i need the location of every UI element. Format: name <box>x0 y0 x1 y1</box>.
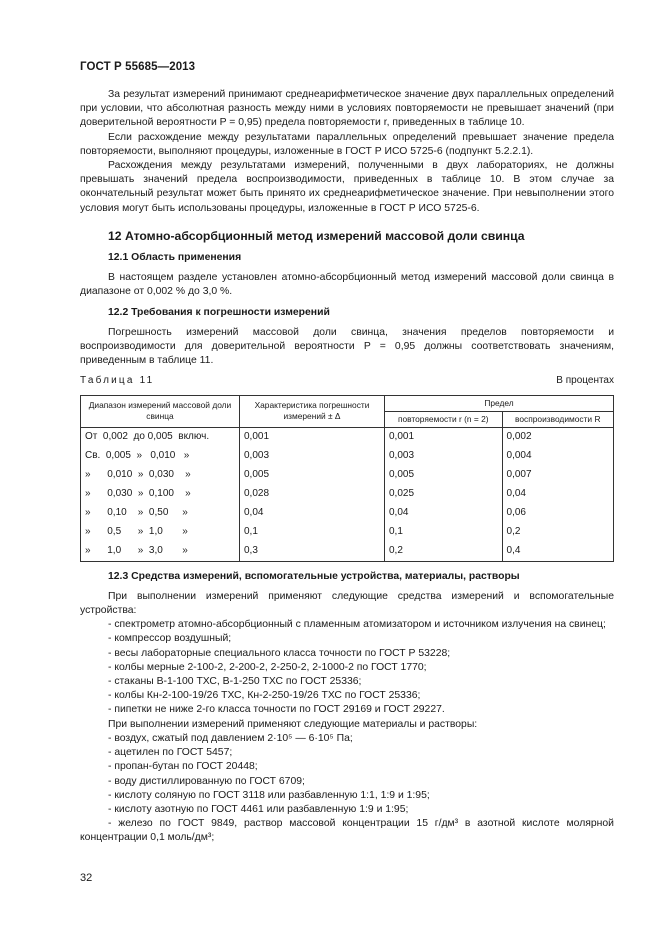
table-11-label: Таблица 11 <box>80 375 155 387</box>
table-11-units: В процентах <box>556 375 614 387</box>
cell-error: 0,003 <box>240 447 385 466</box>
section-12-3-intro: При выполнении измерений применяют следующие средства измерений и вспомогательные устройства: <box>80 590 614 617</box>
materials-intro: При выполнении измерений применяют следующие материалы и растворы: <box>108 718 478 730</box>
intro-paragraph-1: За результат измерений принимают среднеарифметическое значение двух параллельных определений при условии, что абсолютная разность между ними в условиях повторяемости не превышает значений (при доверительной вероятности P = 0,95) предела повторяемости r, приведенных в таблице 10. <box>80 89 614 129</box>
document-header-code: ГОСТ Р 55685—2013 <box>80 61 196 73</box>
cell-reproducibility: 0,04 <box>502 485 613 504</box>
table-row <box>81 427 614 447</box>
cell-error: 0,1 <box>240 523 385 542</box>
cell-error: 0,028 <box>240 485 385 504</box>
instrument-list-item: - пипетки не ниже 2-го класса точности по ГОСТ 29169 и ГОСТ 29227. <box>108 704 445 716</box>
material-list-item: - воздух, сжатый под давлением 2·10⁵ — 6·10⁵ Па; <box>108 732 353 744</box>
header-range: Диапазон измерений массовой доли свинца <box>81 395 240 427</box>
document-body <box>80 88 614 846</box>
table-11-caption <box>80 374 614 388</box>
cell-range: » 0,5 » 1,0 » <box>81 523 240 542</box>
instrument-list-item: - компрессор воздушный; <box>108 633 232 645</box>
cell-reproducibility: 0,4 <box>502 542 613 562</box>
cell-error: 0,04 <box>240 504 385 523</box>
cell-error: 0,3 <box>240 542 385 562</box>
section-12-2-text: Погрешность измерений массовой доли свинца, значения пределов повторяемости и воспроизводимости для доверительной вероятности P = 0,95 должны соответствовать значениям, приведенным в таблице 11. <box>80 326 614 367</box>
cell-repeatability: 0,1 <box>385 523 503 542</box>
cell-repeatability: 0,005 <box>385 466 503 485</box>
cell-repeatability: 0,003 <box>385 447 503 466</box>
cell-reproducibility: 0,007 <box>502 466 613 485</box>
instrument-list-item: - колбы Кн-2-100-19/26 ТХС, Кн-2-250-19/26 ТХС по ГОСТ 25336; <box>108 690 421 702</box>
material-list-item: - пропан-бутан по ГОСТ 20448; <box>108 761 258 773</box>
cell-repeatability: 0,2 <box>385 542 503 562</box>
intro-paragraph-2: Если расхождение между результатами параллельных определений превышает значение предела повторяемости, выполняют процедуры, изложенные в ГОСТ Р ИСО 5725-6 (подпункт 5.2.2.1). <box>80 131 614 157</box>
cell-range: » 0,10 » 0,50 » <box>81 504 240 523</box>
material-list-item: - кислоту азотную по ГОСТ 4461 или разбавленную 1:9 и 1:95; <box>108 803 409 815</box>
instruments-list <box>80 618 614 717</box>
cell-error: 0,005 <box>240 466 385 485</box>
instrument-list-item: - весы лабораторные специального класса точности по ГОСТ Р 53228; <box>108 647 451 659</box>
cell-reproducibility: 0,002 <box>502 427 613 447</box>
header-limit: Предел <box>385 395 614 411</box>
table-row <box>81 504 614 523</box>
cell-range: » 0,030 » 0,100 » <box>81 485 240 504</box>
table-row <box>81 542 614 562</box>
section-12-2-title: 12.2 Требования к погрешности измерений <box>108 306 330 318</box>
cell-reproducibility: 0,2 <box>502 523 613 542</box>
cell-reproducibility: 0,004 <box>502 447 613 466</box>
table-11-body <box>81 427 614 561</box>
section-12-1-title: 12.1 Область применения <box>108 252 242 264</box>
table-row <box>81 447 614 466</box>
section-12-title: 12 Атомно-абсорбционный метод измерений массовой доли свинца <box>108 228 525 243</box>
table-row <box>81 485 614 504</box>
materials-list <box>80 732 614 846</box>
material-list-item: - кислоту соляную по ГОСТ 3118 или разбавленную 1:1, 1:9 и 1:95; <box>108 789 430 801</box>
table-row <box>81 466 614 485</box>
material-list-item: - воду дистиллированную по ГОСТ 6709; <box>108 775 305 787</box>
table-row <box>81 523 614 542</box>
cell-range: Св. 0,005 » 0,010 » <box>81 447 240 466</box>
page-number: 32 <box>80 872 93 884</box>
cell-range: От 0,002 до 0,005 включ. <box>81 427 240 447</box>
header-error: Характеристика погрешности измерений ± Δ <box>240 395 385 427</box>
section-12-3-title: 12.3 Средства измерений, вспомогательные устройства, материалы, растворы <box>108 570 520 582</box>
instrument-list-item: - стаканы В-1-100 ТХС, В-1-250 ТХС по ГОСТ 25336; <box>108 676 362 688</box>
section-12-1-text: В настоящем разделе установлен атомно-абсорбционный метод измерений массовой доли свинца в диапазоне от 0,002 % до 3,0 %. <box>80 272 614 298</box>
cell-repeatability: 0,001 <box>385 427 503 447</box>
instrument-list-item: - спектрометр атомно-абсорбционный с пламенным атомизатором и источником излучения на свинец; <box>108 619 606 631</box>
table-11 <box>80 395 614 562</box>
material-list-item: - ацетилен по ГОСТ 5457; <box>108 747 233 759</box>
cell-repeatability: 0,025 <box>385 485 503 504</box>
header-repeatability: повторяемости r (n = 2) <box>385 411 503 427</box>
cell-error: 0,001 <box>240 427 385 447</box>
cell-repeatability: 0,04 <box>385 504 503 523</box>
cell-range: » 0,010 » 0,030 » <box>81 466 240 485</box>
cell-reproducibility: 0,06 <box>502 504 613 523</box>
cell-range: » 1,0 » 3,0 » <box>81 542 240 562</box>
material-list-item: - железо по ГОСТ 9849, раствор массовой концентрации 15 г/дм³ в азотной кислоте молярной концентрации 0,1 моль/дм³; <box>80 818 614 844</box>
intro-paragraph-3: Расхождения между результатами измерений, полученными в двух лабораториях, не должны превышать значений предела воспроизводимости, приведенных в таблице 10. В этом случае за окончательный результат может быть принято их среднеарифметическое значение. При невыполнении этого условия могут быть использованы процедуры, изложенные в ГОСТ Р ИСО 5725-6. <box>80 160 614 214</box>
header-reproducibility: воспроизводимости R <box>502 411 613 427</box>
instrument-list-item: - колбы мерные 2-100-2, 2-200-2, 2-250-2, 2-1000-2 по ГОСТ 1770; <box>108 661 427 673</box>
